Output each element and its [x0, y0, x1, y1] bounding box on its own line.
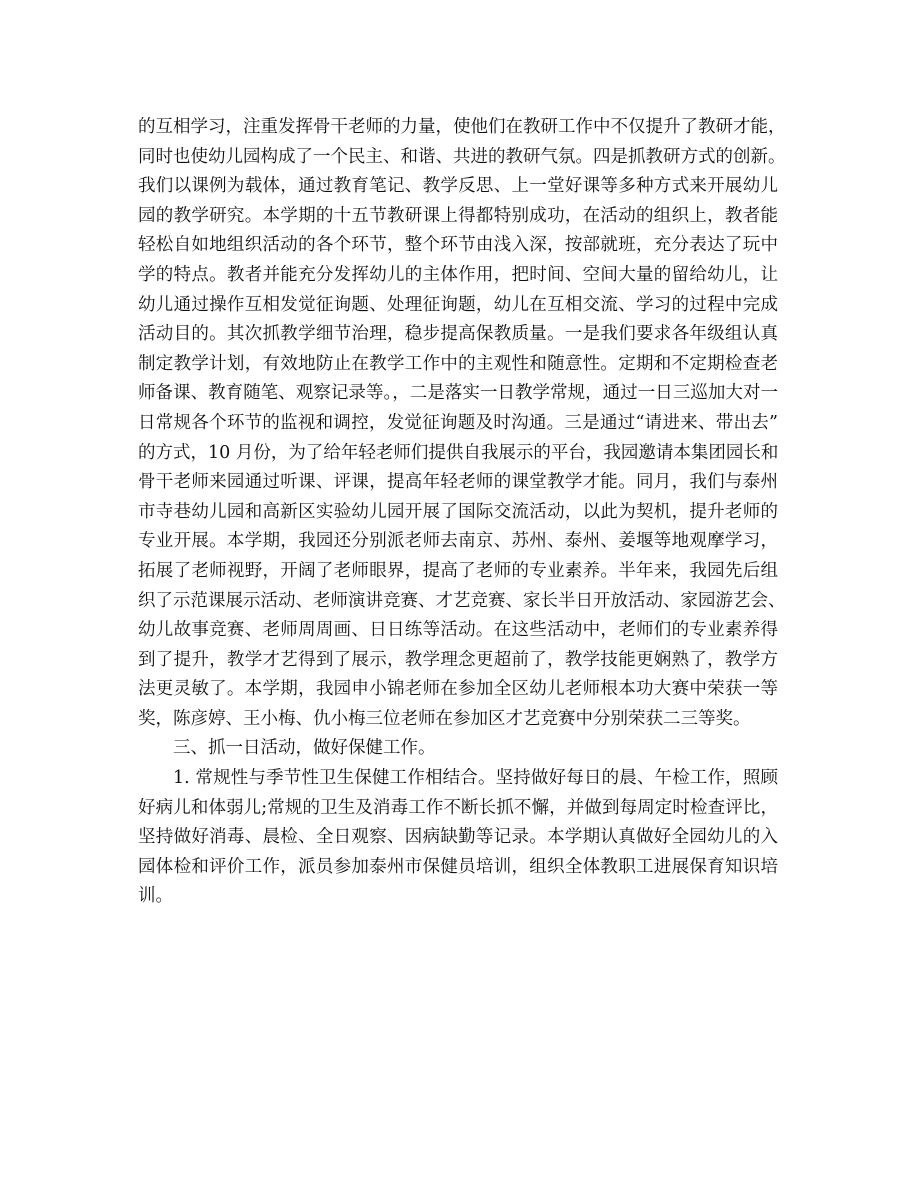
paragraph-line: 拓展了老师视野，开阔了老师眼界，提高了老师的专业素养。半年来，我园先后组 [138, 560, 778, 581]
paragraph-line: 同时也使幼儿园构成了一个民主、和谐、共进的教研气氛。四是抓教研方式的创新。 [138, 146, 786, 167]
paragraph-line: 的方式，10 月份，为了给年轻老师们提供自我展示的平台，我园邀请本集团园长和 [138, 442, 779, 463]
body-text [138, 113, 786, 912]
item-line: 训。 [138, 886, 173, 907]
paragraph-line: 织了示范课展示活动、老师演讲竞赛、才艺竞赛、家长半日开放活动、家园游艺会、 [138, 590, 786, 611]
paragraph-line: 法更灵敏了。本学期，我园申小锦老师在参加全区幼儿老师根本功大赛中荣获一等 [138, 679, 778, 700]
paragraph-line: 幼儿故事竞赛、老师周周画、日日练等活动。在这些活动中，老师们的专业素养得 [138, 620, 778, 641]
paragraph-line: 师备课、教育随笔、观察记录等。，二是落实一日教学常规，通过一日三巡加大对一 [138, 383, 778, 404]
paragraph-line: 幼儿通过操作互相发觉征询题、处理征询题，幼儿在互相交流、学习的过程中完成 [138, 294, 778, 315]
paragraph-line: 制定教学计划，有效地防止在教学工作中的主观性和随意性。定期和不定期检查老 [138, 353, 778, 374]
paragraph-line: 专业开展。本学期，我园还分别派老师去南京、苏州、泰州、姜堰等地观摩学习， [138, 531, 778, 552]
paragraph-line: 骨干老师来园通过听课、评课，提高年轻老师的课堂教学才能。同月，我们与泰州 [138, 472, 778, 493]
item-line: 1. 常规性与季节性卫生保健工作相结合。坚持做好每日的晨、午检工作，照顾 [173, 768, 778, 789]
paragraph-line: 学的特点。教者并能充分发挥幼儿的主体作用，把时间、空间大量的留给幼儿，让 [138, 264, 778, 285]
paragraph-line: 的互相学习，注重发挥骨干老师的力量，使他们在教研工作中不仅提升了教研才能， [138, 117, 786, 137]
paragraph-line: 活动目的。其次抓教学细节治理，稳步提高保教质量。一是我们要求各年级组认真 [138, 324, 778, 345]
paragraph-line: 园的教学研究。本学期的十五节教研课上得都特别成功，在活动的组织上，教者能 [138, 205, 778, 226]
paragraph-line: 到了提升，教学才艺得到了展示，教学理念更超前了，教学技能更娴熟了，教学方 [138, 649, 778, 670]
section-heading: 三、抓一日活动，做好保健工作。 [173, 738, 436, 759]
item-line: 好病儿和体弱儿;常规的卫生及消毒工作不断长抓不懈，并做到每周定时检查评比， [138, 797, 778, 818]
paragraph-line: 日常规各个环节的监视和调控，发觉征询题及时沟通。三是通过“请进来、带出去” [138, 412, 778, 433]
paragraph-line: 我们以课例为载体，通过教育笔记、教学反思、上一堂好课等多种方式来开展幼儿 [138, 176, 778, 197]
paragraph-line: 奖，陈彦婷、王小梅、仇小梅三位老师在参加区才艺竞赛中分别荣获二三等奖。 [138, 708, 751, 729]
item-line: 坚持做好消毒、晨检、全日观察、因病缺勤等记录。本学期认真做好全园幼儿的入 [138, 827, 778, 848]
paragraph-line: 轻松自如地组织活动的各个环节，整个环节由浅入深，按部就班，充分表达了玩中 [138, 235, 778, 256]
paragraph-line: 市寺巷幼儿园和高新区实验幼儿园开展了国际交流活动，以此为契机，提升老师的 [138, 501, 778, 522]
item-line: 园体检和评价工作，派员参加泰州市保健员培训，组织全体教职工进展保育知识培 [138, 856, 778, 877]
